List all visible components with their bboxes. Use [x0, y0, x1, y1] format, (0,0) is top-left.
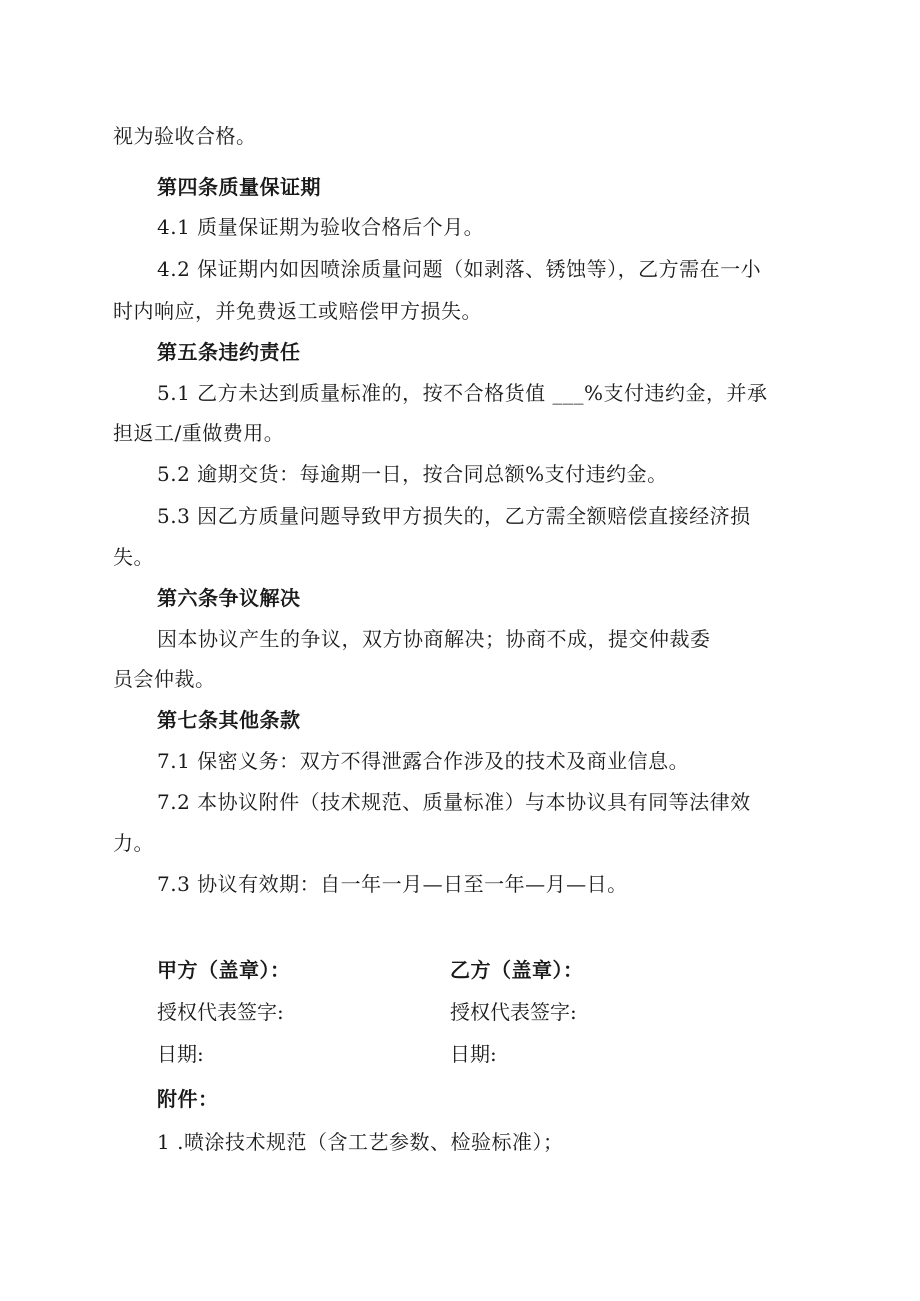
party-a-rep-signature: 授权代表签字: [157, 1000, 284, 1024]
article4-clause2-line2: 时内响应，并免费返工或赔偿甲方损失。 [113, 299, 482, 323]
article5-clause1-line1: 5.1 乙方未达到质量标准的，按不合格货值 ___%支付违约金，并承 [157, 381, 768, 405]
party-b-rep-signature: 授权代表签字: [450, 1000, 577, 1024]
article7-clause2-line2: 力。 [113, 831, 154, 855]
article7-clause2-line1: 7.2 本协议附件（技术规范、质量标准）与本协议具有同等法律效 [157, 790, 751, 814]
party-b-date: 日期: [450, 1042, 497, 1066]
article5-clause3-line2: 失。 [113, 545, 154, 569]
article5-clause3-line1: 5.3 因乙方质量问题导致甲方损失的，乙方需全额赔偿直接经济损 [157, 504, 751, 528]
article5-clause2: 5.2 逾期交货：每逾期一日，按合同总额%支付违约金。 [157, 462, 668, 486]
article4-clause2-line1: 4.2 保证期内如因喷涂质量问题（如剥落、锈蚀等），乙方需在一小 [157, 257, 762, 281]
article6-text-line1: 因本协议产生的争议，双方协商解决；协商不成，提交仲裁委 [157, 627, 711, 651]
article6-heading: 第六条争议解决 [157, 586, 301, 610]
attachments-heading: 附件： [157, 1087, 219, 1111]
article5-heading: 第五条违约责任 [157, 340, 301, 364]
attachment-item-1: 1 .喷涂技术规范（含工艺参数、检验标准）； [157, 1130, 564, 1154]
party-a-seal-label: 甲方（盖章）： [157, 958, 291, 982]
article6-text-line2: 员会仲裁。 [113, 667, 216, 691]
party-b-seal-label: 乙方（盖章）： [450, 958, 584, 982]
article5-clause1-line2: 担返工/重做费用。 [113, 421, 285, 445]
party-a-date: 日期: [157, 1042, 204, 1066]
article4-heading: 第四条质量保证期 [157, 175, 321, 199]
article7-clause3: 7.3 协议有效期：自一年一月—日至一年—月—日。 [157, 872, 628, 896]
article4-clause1: 4.1 质量保证期为验收合格后个月。 [157, 215, 485, 239]
article7-heading: 第七条其他条款 [157, 708, 301, 732]
continuation-text: 视为验收合格。 [113, 124, 257, 148]
article7-clause1: 7.1 保密义务：双方不得泄露合作涉及的技术及商业信息。 [157, 749, 690, 773]
